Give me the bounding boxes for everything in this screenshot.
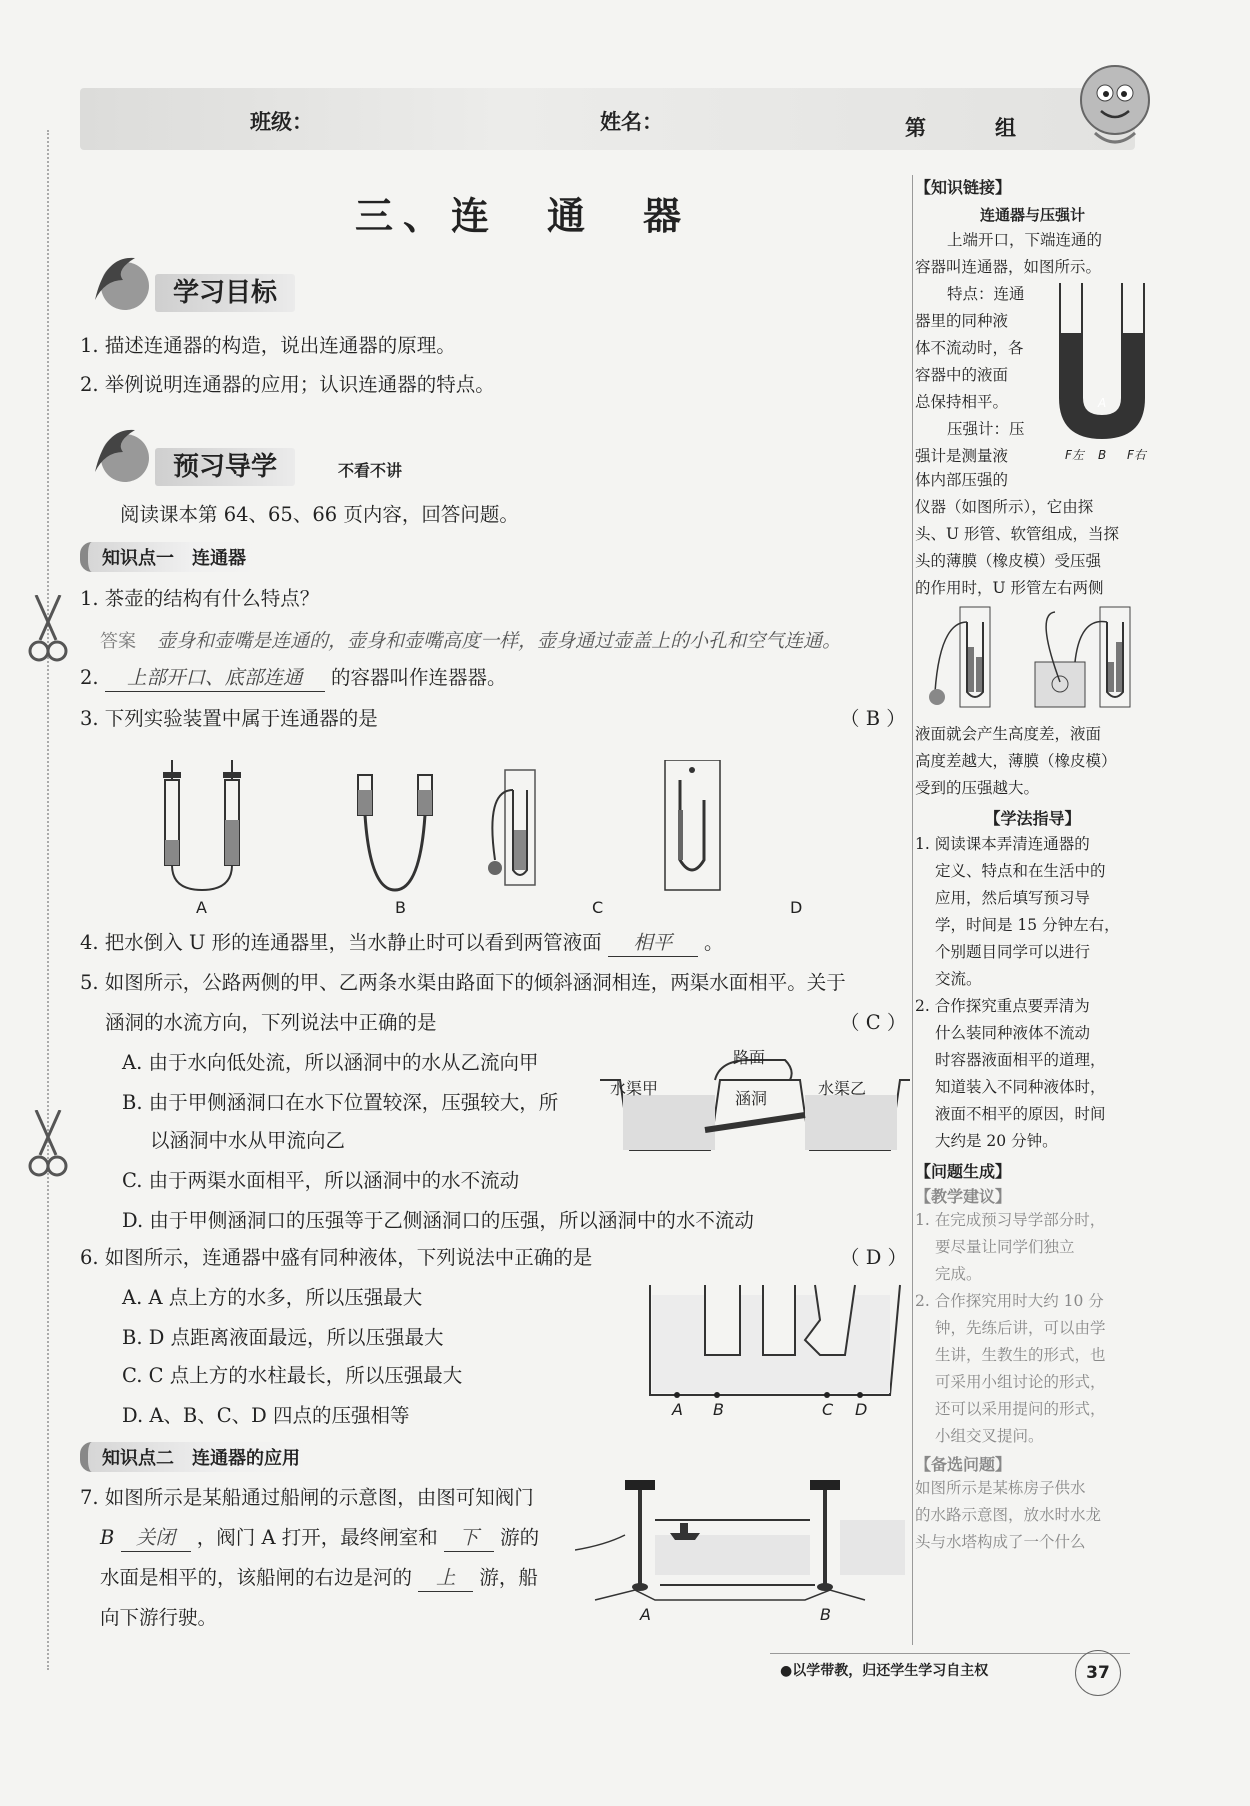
q4-text: 4. 把水倒入 U 形的连通器里，当水静止时可以看到两管液面 [80, 931, 602, 954]
sidebar-text: 仪器（如图所示），它由探 [915, 498, 1094, 516]
goal-2: 2. 举例说明连通器的应用；认识连通器的特点。 [80, 373, 495, 396]
q1-text: 1. 茶壶的结构有什么特点？ [80, 587, 320, 610]
flame-emblem-icon [85, 250, 165, 320]
q5-text-1: 5. 如图所示，公路两侧的甲、乙两条水渠由路面下的倾斜涵洞相连，两渠水面相平。关于 [80, 971, 846, 994]
sidebar-text: 还可以采用提问的形式， [935, 1400, 1106, 1418]
point-a: A [672, 1400, 683, 1419]
sidebar-text: 强计是测量液 [915, 447, 1009, 465]
sidebar-text: 定义、特点和在生活中的 [935, 862, 1106, 880]
q3-text: 3. 下列实验装置中属于连通器的是 [80, 707, 378, 730]
name-label: 姓名： [600, 110, 663, 134]
sidebar-text: 2. 合作探究用时大约 10 分 [915, 1292, 1104, 1310]
sidebar-text: 可采用小组讨论的形式， [935, 1373, 1106, 1391]
q6-connected-vessel-figure [645, 1280, 905, 1405]
q6-choice-d: D. A、B、C、D 四点的压强相等 [122, 1404, 410, 1427]
valve-label-a: A [640, 1605, 651, 1624]
q7-ship-lock-figure [575, 1475, 905, 1615]
sidebar-text: 要尽量让同学们独立 [935, 1238, 1075, 1256]
section-goals: 学习目标 [155, 274, 295, 312]
knowledge-point-2: 知识点二 连通器的应用 [80, 1442, 314, 1472]
page-title: 三、连 通 器 [355, 193, 692, 238]
sidebar-link-subtitle: 连通器与压强计 [979, 206, 1085, 224]
sidebar-text: 小组交叉提问。 [935, 1427, 1044, 1445]
sidebar-teaching-heading: 【教学建议】 [915, 1187, 1012, 1206]
sidebar-text: 什么装同种液体不流动 [935, 1024, 1091, 1042]
q5-choice-b-1: B. 由于甲侧涵洞口在水下位置较深，压强较大，所 [122, 1091, 559, 1114]
q3-answer: （ B ） [840, 707, 906, 730]
q7-line-3: 水面是相平的，该船闸的右边是河的 [100, 1566, 413, 1589]
sidebar-text: 体内部压强的 [915, 471, 1009, 489]
sidebar-text: 1. 在完成预习导学部分时， [915, 1211, 1106, 1229]
sidebar [915, 175, 1150, 1645]
q5-text-2: 涵洞的水流方向，下列说法中正确的是 [105, 1011, 437, 1034]
sidebar-text: 知道装入不同种液体时， [935, 1078, 1106, 1096]
q7-line-1: 7. 如图所示是某船通过船闸的示意图，由图可知阀门 [80, 1486, 534, 1509]
sidebar-text: 压强计：压 [947, 420, 1025, 438]
sidebar-text: 个别题目同学可以进行 [935, 943, 1091, 961]
sidebar-text: 应用，然后填写预习导 [935, 889, 1091, 907]
figure-a-syringes [163, 760, 241, 890]
sidebar-text: 的水路示意图，放水时水龙 [915, 1506, 1102, 1524]
q3-label-c: C [592, 898, 604, 917]
q2-number: 2. [80, 666, 99, 689]
class-label: 班级： [250, 110, 313, 134]
sidebar-generation-heading: 【问题生成】 [915, 1162, 1012, 1181]
q5-choice-b-2: 以涵洞中水从甲流向乙 [150, 1129, 346, 1152]
scissors-icon [28, 1110, 68, 1180]
sidebar-text: 交流。 [935, 970, 982, 988]
mascot-icon [1065, 55, 1165, 155]
sidebar-link-heading: 【知识链接】 [915, 178, 1012, 197]
u-tube-label-fl: F左 [1065, 448, 1084, 462]
q7-answer-3: 上 [418, 1565, 473, 1592]
q1-answer: 壶身和壶嘴是连通的，壶身和壶嘴高度一样，壶身通过壶盖上的小孔和空气连通。 [157, 630, 842, 652]
flame-emblem-icon [85, 422, 165, 492]
sidebar-text: 大约是 20 分钟。 [935, 1132, 1058, 1150]
q6-answer: （ D ） [840, 1246, 908, 1269]
q5-choice-d: D. 由于甲侧涵洞口的压强等于乙侧涵洞口的压强，所以涵洞中的水不流动 [122, 1209, 754, 1232]
footer-rule [770, 1653, 1130, 1654]
q3-apparatus-figures [145, 760, 865, 910]
sidebar-divider [912, 175, 913, 1645]
q6-choice-a: A. A 点上方的水多，所以压强最大 [122, 1286, 423, 1309]
q3-label-d: D [790, 898, 803, 917]
q2-answer: 上部开口、底部连通 [105, 665, 325, 692]
figure-b-hose [358, 775, 432, 890]
goal-1: 1. 描述连通器的构造，说出连通器的原理。 [80, 334, 456, 357]
q7-line-2-end: 游的 [500, 1526, 540, 1549]
label-canal-jia: 水渠甲 [610, 1079, 659, 1098]
sidebar-text: 液面不相平的原因，时间 [935, 1105, 1106, 1123]
point-c: C [822, 1400, 834, 1419]
q4-end: 。 [704, 931, 724, 954]
sidebar-text: 完成。 [935, 1265, 982, 1283]
u-tube-figure [1055, 283, 1150, 448]
q6-choice-b: B. D 点距离液面最远，所以压强最大 [122, 1326, 444, 1349]
group-label-2: 组 [995, 116, 1016, 140]
q3-label-b: B [395, 898, 406, 917]
sidebar-text: 受到的压强越大。 [915, 779, 1040, 797]
sidebar-text: 容器中的液面 [915, 366, 1009, 384]
page-number: 37 [1075, 1650, 1121, 1696]
q7-line-4: 向下游行驶。 [100, 1606, 218, 1629]
q3-label-a: A [196, 898, 207, 917]
q5-answer: （ C ） [840, 1011, 907, 1034]
q6-text: 6. 如图所示，连通器中盛有同种液体，下列说法中正确的是 [80, 1246, 593, 1269]
u-tube-label-b: B [1098, 448, 1107, 462]
figure-c-manometer [488, 770, 535, 885]
q6-choice-c: C. C 点上方的水柱最长，所以压强最大 [122, 1364, 463, 1387]
cut-line [47, 130, 49, 1670]
q7-answer-1: 关闭 [121, 1525, 191, 1552]
manometer-figures [915, 602, 1145, 717]
valve-label-b: B [820, 1605, 831, 1624]
label-road: 路面 [733, 1048, 766, 1067]
u-tube-label-a: A [1098, 396, 1107, 410]
sidebar-text: 头、U 形管、软管组成，当探 [915, 525, 1119, 543]
sidebar-text: 特点：连通 [947, 285, 1025, 303]
section-preview: 预习导学 [155, 448, 295, 486]
sidebar-text: 上端开口，下端连通的 [947, 231, 1103, 249]
sidebar-text: 时容器液面相平的道理， [935, 1051, 1106, 1069]
q7-valve-b: B [100, 1526, 115, 1549]
u-tube-label-fr: F右 [1127, 448, 1146, 462]
figure-d-tube [665, 760, 720, 890]
sidebar-text: 生讲，生教生的形式，也 [935, 1346, 1106, 1364]
sidebar-text: 总保持相平。 [915, 393, 1009, 411]
footer-slogan: ●以学带教，归还学生学习自主权 [780, 1663, 989, 1679]
sidebar-text: 钟，先练后讲，可以由学 [935, 1319, 1106, 1337]
preview-note: 不看不讲 [338, 461, 403, 480]
sidebar-text: 如图所示是某栋房子供水 [915, 1479, 1086, 1497]
sidebar-alt-heading: 【备选问题】 [915, 1455, 1012, 1474]
sidebar-text: 头与水塔构成了一个什么 [915, 1533, 1086, 1551]
answer-label: 答案 [100, 631, 136, 652]
sidebar-text: 容器叫连通器，如图所示。 [915, 258, 1102, 276]
q7-answer-2: 下 [444, 1525, 494, 1552]
q5-choice-a: A. 由于水向低处流，所以涵洞中的水从乙流向甲 [122, 1051, 539, 1074]
group-label-1: 第 [905, 116, 926, 140]
knowledge-point-1: 知识点一 连通器 [80, 542, 260, 572]
sidebar-text: 液面就会产生高度差，液面 [915, 725, 1102, 743]
sidebar-text: 头的薄膜（橡皮模）受压强 [915, 552, 1102, 570]
sidebar-text: 体不流动时，各 [915, 339, 1024, 357]
q2-text: 的容器叫作连器器。 [331, 666, 507, 689]
point-d: D [855, 1400, 868, 1419]
sidebar-text: 器里的同种液 [915, 312, 1009, 330]
sidebar-text: 2. 合作探究重点要弄清为 [915, 997, 1090, 1015]
point-b: B [713, 1400, 724, 1419]
q4-answer: 相平 [608, 930, 698, 957]
sidebar-text: 的作用时，U 形管左右两侧 [915, 579, 1104, 597]
label-canal-yi: 水渠乙 [818, 1079, 867, 1098]
sidebar-text: 1. 阅读课本弄清连通器的 [915, 835, 1090, 853]
q7-line-2: ，阀门 A 打开，最终闸室和 [196, 1526, 438, 1549]
sidebar-text: 学，时间是 15 分钟左右， [935, 916, 1120, 934]
label-culvert: 涵洞 [735, 1089, 768, 1108]
scissors-icon [28, 595, 68, 665]
sidebar-text: 高度差越大，薄膜（橡皮模） [915, 752, 1117, 770]
q7-line-3-end: 游，船 [479, 1566, 538, 1589]
intro-text: 阅读课本第 64、65、66 页内容，回答问题。 [120, 503, 519, 526]
sidebar-method-heading: 【学法指导】 [984, 809, 1081, 828]
q5-choice-c: C. 由于两渠水面相平，所以涵洞中的水不流动 [122, 1169, 520, 1192]
